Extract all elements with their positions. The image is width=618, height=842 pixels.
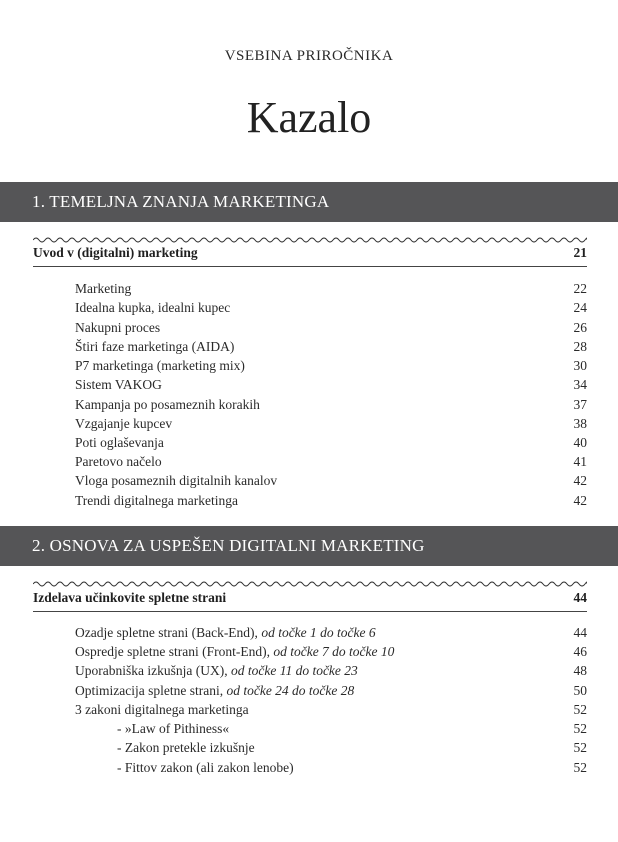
- toc-entry-label: Nakupni proces: [75, 320, 161, 335]
- chapter-page: 44: [573, 590, 587, 605]
- toc-entry-label: 3 zakoni digitalnega marketinga: [75, 702, 249, 717]
- toc-entry-page: 24: [573, 300, 587, 315]
- toc-entry-label: Kampanja po posameznih korakih: [75, 397, 260, 412]
- toc-entry[interactable]: [75, 435, 587, 454]
- toc-entry-page: 22: [573, 281, 587, 296]
- toc-entry[interactable]: [75, 377, 587, 396]
- chapter-rule: [33, 266, 587, 267]
- toc-entry-page: 42: [573, 473, 587, 488]
- toc-entry-label: Sistem VAKOG: [75, 377, 162, 392]
- toc-entry-page: 30: [573, 358, 587, 373]
- toc-entry-label: Vzgajanje kupcev: [75, 416, 173, 431]
- toc-entry-label: Vloga posameznih digitalnih kanalov: [75, 473, 278, 488]
- toc-entry[interactable]: [75, 644, 587, 663]
- chapter-row[interactable]: [33, 245, 587, 265]
- chapter-row[interactable]: [33, 590, 587, 610]
- toc-entry-page: 42: [573, 493, 587, 508]
- toc-subentry-label: - »Law of Pithiness«: [117, 721, 230, 736]
- toc-subentry[interactable]: [117, 721, 587, 740]
- toc-entry[interactable]: [75, 454, 587, 473]
- toc-entry-label: Uporabniška izkušnja (UX),: [75, 663, 228, 678]
- toc-entry-note: od točke 24 do točke 28: [226, 683, 355, 698]
- toc-entry[interactable]: [75, 625, 587, 644]
- toc-entry-label: Ozadje spletne strani (Back-End),: [75, 625, 258, 640]
- section-heading-2: 2. OSNOVA ZA USPEŠEN DIGITALNI MARKETING: [0, 526, 618, 566]
- toc-entry-note: od točke 1 do točke 6: [261, 625, 376, 640]
- toc-entry-page: 46: [573, 644, 587, 659]
- wavy-divider: [33, 580, 587, 588]
- toc-entry-label: Optimizacija spletne strani,: [75, 683, 224, 698]
- toc-entry-note: od točke 11 do točke 23: [230, 663, 358, 678]
- toc-subentry[interactable]: [117, 740, 587, 759]
- toc-entry-label: P7 marketinga (marketing mix): [75, 358, 245, 373]
- toc-entry-label: Ospredje spletne strani (Front-End),: [75, 644, 270, 659]
- toc-entry-label: Poti oglaševanja: [75, 435, 164, 450]
- toc-entry-note: od točke 7 do točke 10: [273, 644, 395, 659]
- toc-entry[interactable]: [75, 320, 587, 339]
- toc-entry-page: 48: [573, 663, 587, 678]
- toc-entry[interactable]: [75, 358, 587, 377]
- toc-subentry-label: - Zakon pretekle izkušnje: [117, 740, 255, 755]
- chapter-rule: [33, 611, 587, 612]
- toc-entry-page: 40: [573, 435, 587, 450]
- toc-entry-label: Marketing: [75, 281, 132, 296]
- toc-entry-page: 41: [573, 454, 587, 469]
- toc-subentry-page: 52: [573, 721, 587, 736]
- toc-entry[interactable]: [75, 493, 587, 512]
- toc-entry-page: 34: [573, 377, 587, 392]
- toc-entry[interactable]: [75, 281, 587, 300]
- chapter-label: Uvod v (digitalni) marketing: [33, 245, 198, 260]
- toc-entry-page: 50: [573, 683, 587, 698]
- toc-entry-page: 52: [573, 702, 587, 717]
- toc-entry[interactable]: [75, 339, 587, 358]
- toc-subentry-page: 52: [573, 740, 587, 755]
- wavy-divider: [33, 236, 587, 244]
- toc-entry[interactable]: [75, 397, 587, 416]
- toc-entry[interactable]: [75, 663, 587, 682]
- toc-entry-page: 26: [573, 320, 587, 335]
- toc-subentry[interactable]: [117, 760, 587, 779]
- toc-subentry-label: - Fittov zakon (ali zakon lenobe): [117, 760, 294, 775]
- toc-entry-label: Paretovo načelo: [75, 454, 162, 469]
- toc-entry[interactable]: [75, 300, 587, 319]
- toc-entry-page: 28: [573, 339, 587, 354]
- page-title: Kazalo: [246, 93, 372, 142]
- toc-entry[interactable]: [75, 702, 587, 721]
- toc-subentry-page: 52: [573, 760, 587, 775]
- toc-entry-label: Štiri faze marketinga (AIDA): [75, 339, 235, 354]
- toc-entry-page: 38: [573, 416, 587, 431]
- toc-entry[interactable]: [75, 683, 587, 702]
- toc-entry-page: 37: [573, 397, 587, 412]
- toc-entry-page: 44: [573, 625, 587, 640]
- toc-entry[interactable]: [75, 473, 587, 492]
- chapter-label: Izdelava učinkovite spletne strani: [33, 590, 227, 605]
- section-supertitle: VSEBINA PRIROČNIKA: [224, 48, 394, 64]
- toc-entry-label: Trendi digitalnega marketinga: [75, 493, 238, 508]
- chapter-page: 21: [573, 245, 587, 260]
- section-heading-1: 1. TEMELJNA ZNANJA MARKETINGA: [0, 182, 618, 222]
- toc-entry[interactable]: [75, 416, 587, 435]
- toc-entry-label: Idealna kupka, idealni kupec: [75, 300, 231, 315]
